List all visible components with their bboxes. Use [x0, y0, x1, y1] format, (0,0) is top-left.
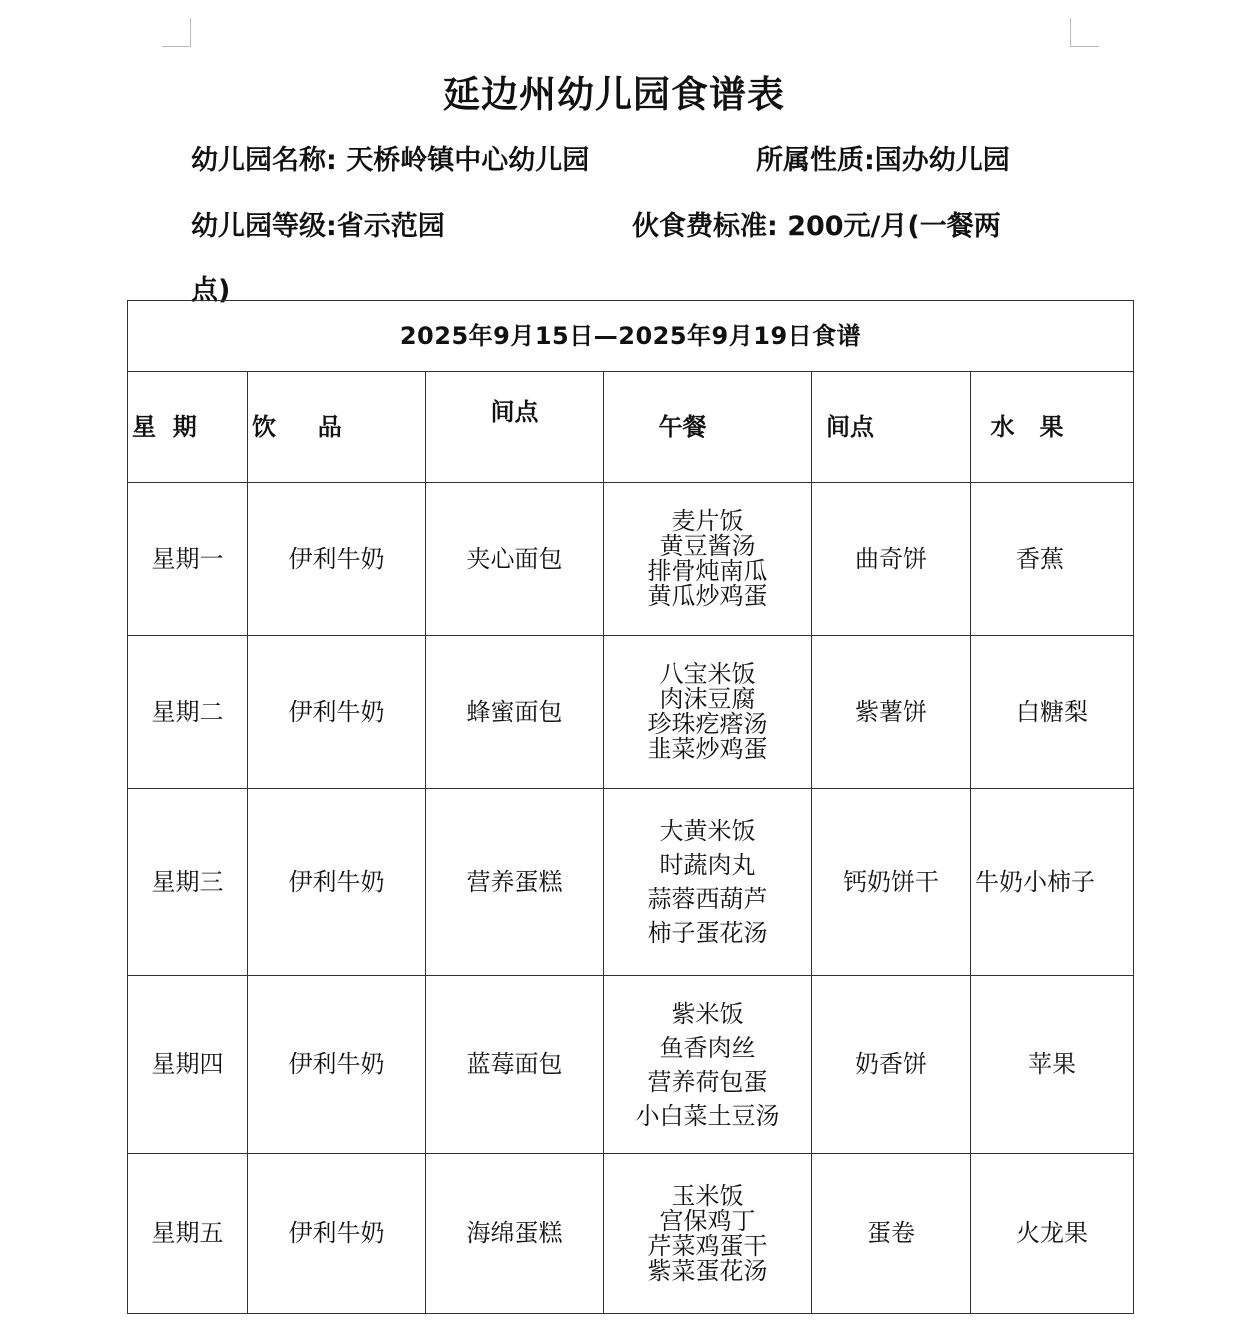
- lunch-item: 珍珠疙瘩汤: [647, 710, 768, 738]
- drink-cell: 伊利牛奶: [248, 483, 426, 636]
- header-snack-morning: 间点: [426, 372, 604, 483]
- lunch-item: 黄瓜炒鸡蛋: [647, 582, 768, 610]
- lunch-item: 营养荷包蛋: [647, 1067, 768, 1096]
- fruit-cell: 火龙果: [971, 1154, 1134, 1314]
- document-title: 延边州幼儿园食谱表: [443, 73, 785, 116]
- page-corner-mark-right: [1070, 18, 1099, 47]
- lunch-item: 小白菜土豆汤: [635, 1101, 780, 1130]
- table-row: [128, 789, 1134, 976]
- lunch-cell: [604, 636, 812, 789]
- fruit-cell: 香蕉: [971, 483, 1134, 636]
- lunch-cell: [604, 1154, 812, 1314]
- drink-cell: 伊利牛奶: [248, 976, 426, 1154]
- header-drink: 饮 品: [248, 372, 426, 483]
- lunch-item: 柿子蛋花汤: [647, 919, 768, 947]
- lunch-cell: [604, 976, 812, 1154]
- menu-table: [127, 300, 1134, 1314]
- lunch-cell: [604, 483, 812, 636]
- week-title: 2025年9月15日—2025年9月19日食谱: [128, 301, 1134, 372]
- header-row: [128, 372, 1134, 483]
- page-corner-mark-left: [162, 18, 191, 47]
- snack-afternoon-cell: 曲奇饼: [812, 483, 971, 636]
- lunch-item: 宫保鸡丁: [659, 1206, 756, 1235]
- table-row: [128, 636, 1134, 789]
- header-snack-afternoon: 间点: [812, 372, 971, 483]
- week-title-row: [128, 301, 1134, 372]
- lunch-item: 韭菜炒鸡蛋: [647, 735, 768, 763]
- table-row: [128, 1154, 1134, 1314]
- fruit-cell: 白糖梨: [971, 636, 1134, 789]
- snack-morning-cell: 营养蛋糕: [426, 789, 604, 976]
- kindergarten-name: 幼儿园名称: 天桥岭镇中心幼儿园: [191, 145, 590, 176]
- snack-afternoon-cell: 钙奶饼干: [812, 789, 971, 976]
- snack-morning-cell: 蓝莓面包: [426, 976, 604, 1154]
- lunch-item: 紫菜蛋花汤: [647, 1256, 768, 1285]
- kindergarten-nature: 所属性质:国办幼儿园: [756, 145, 1010, 176]
- meal-fee-standard: 伙食费标准: 200元/月(一餐两: [632, 211, 1001, 242]
- snack-morning-cell: 夹心面包: [426, 483, 604, 636]
- lunch-item: 鱼香肉丝: [659, 1033, 756, 1062]
- table-row: [128, 483, 1134, 636]
- meal-fee-standard-continued: 点): [191, 275, 231, 306]
- lunch-cell: [604, 789, 812, 976]
- lunch-item: 肉沫豆腐: [659, 685, 756, 713]
- snack-afternoon-cell: 紫薯饼: [812, 636, 971, 789]
- day-cell: 星期四: [128, 976, 248, 1154]
- lunch-item: 大黄米饭: [659, 817, 756, 845]
- snack-afternoon-cell: 蛋卷: [812, 1154, 971, 1314]
- lunch-item: 蒜蓉西葫芦: [647, 885, 768, 913]
- snack-morning-cell: 海绵蛋糕: [426, 1154, 604, 1314]
- lunch-item: 玉米饭: [671, 1181, 744, 1210]
- fruit-cell: 苹果: [971, 976, 1134, 1154]
- lunch-item: 黄豆酱汤: [659, 532, 756, 560]
- day-cell: 星期一: [128, 483, 248, 636]
- kindergarten-level: 幼儿园等级:省示范园: [191, 211, 445, 242]
- lunch-item: 八宝米饭: [659, 660, 756, 688]
- snack-afternoon-cell: 奶香饼: [812, 976, 971, 1154]
- lunch-item: 麦片饭: [671, 507, 744, 535]
- drink-cell: 伊利牛奶: [248, 636, 426, 789]
- snack-morning-cell: 蜂蜜面包: [426, 636, 604, 789]
- table-row: [128, 976, 1134, 1154]
- drink-cell: 伊利牛奶: [248, 789, 426, 976]
- header-day: 星 期: [128, 372, 248, 483]
- header-lunch: 午餐: [604, 372, 812, 483]
- lunch-item: 紫米饭: [671, 999, 744, 1028]
- day-cell: 星期三: [128, 789, 248, 976]
- fruit-cell: 牛奶小柿子: [971, 789, 1134, 976]
- drink-cell: 伊利牛奶: [248, 1154, 426, 1314]
- lunch-item: 排骨炖南瓜: [647, 557, 768, 585]
- lunch-item: 时蔬肉丸: [659, 851, 756, 879]
- lunch-item: 芹菜鸡蛋干: [647, 1231, 768, 1260]
- day-cell: 星期五: [128, 1154, 248, 1314]
- day-cell: 星期二: [128, 636, 248, 789]
- header-fruit: 水 果: [971, 372, 1134, 483]
